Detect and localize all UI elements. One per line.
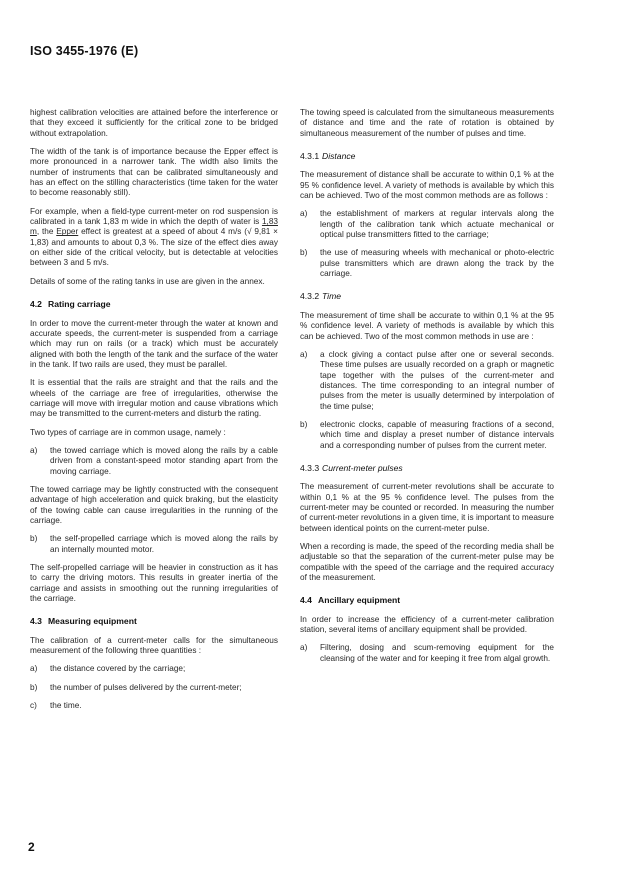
- section-heading-4-3: 4.3 Measuring equipment: [30, 616, 137, 627]
- paragraph-epper-example: For example, when a field-type current-meter on rod suspension is calibrated in a tank 1,83 m wide in which the depth of water is 1,83 m, the Epper effect is greatest at a speed of about 4 m/s (√ 9,81 × 1,83) and amounts to about 0,3 %. The size of the effect dies away on either side of the critical velocity, but is detectable at velocities between 3 and 5 m/s.: [30, 206, 278, 268]
- list-item: a) the towed carriage which is moved along the rails by a cable driven from a constant-speed motor standing apart from the moving carriage.: [30, 445, 278, 476]
- page-number: 2: [28, 840, 35, 854]
- underlined-depth: 1,83 m: [30, 217, 278, 237]
- underlined-epper: Epper: [56, 227, 79, 237]
- right-column: [300, 108, 554, 672]
- list-item: b) the self-propelled carriage which is moved along the rails by an internally mounted motor.: [30, 534, 278, 554]
- list-item: b) electronic clocks, capable of measuring fractions of a second, which time and display a preset number of distance intervals and a corresponding number of pulses from the current meter.: [300, 419, 554, 450]
- paragraph: The measurement of distance shall be accurate to within 0,1 % at the 95 % confidence level. A variety of methods is available by which this can be achieved. Two of the most common methods are as follows :: [300, 170, 554, 201]
- section-heading-4-4: 4.4 Ancillary equipment: [300, 595, 401, 606]
- section-heading-4-3-3: 4.3.3 Current-meter pulses: [300, 462, 403, 473]
- paragraph: The measurement of current-meter revolutions shall be accurate to within 0,1 % at the 95 % confidence level. The pulses from the current-meter may be counted or recorded. In measuring the number of current-meter revolutions in a given time, it is important to measure between identical points on the current-meter pulse.: [300, 482, 554, 533]
- paragraph: The towing speed is calculated from the simultaneous measurements of distance and time and the rate of rotation is obtained by simultaneous measurement of the number of pulses and time.: [300, 108, 554, 138]
- list-item: b) the use of measuring wheels with mechanical or photo-electric pulse transmitters which are drawn along the track by the carriage.: [300, 248, 554, 279]
- paragraph: Two types of carriage are in common usage, namely :: [30, 427, 226, 437]
- paragraph: The measurement of time shall be accurate to within 0,1 % at the 95 % confidence level. A variety of methods is available by which this can be achieved. Two of the most common methods in use are :: [300, 310, 554, 341]
- left-column: [30, 108, 278, 719]
- document-header: ISO 3455-1976 (E): [30, 44, 139, 58]
- paragraph: In order to increase the efficiency of a current-meter calibration station, several items of ancillary equipment shall be provided.: [300, 614, 554, 635]
- paragraph: The width of the tank is of importance because the Epper effect is more pronounced in a narrower tank. The width also limits the number of instruments that can be calibrated simultaneously and has an effect on the stilling characteristics (time taken for the water to become reasonably still).: [30, 147, 278, 198]
- paragraph: The towed carriage may be lightly constructed with the consequent advantage of high acceleration and quick braking, but the elasticity of the towing cable can cause irregularities in the running of the carriage.: [30, 484, 278, 525]
- paragraph: The self-propelled carriage will be heavier in construction as it has to carry the driving motors. This results in greater inertia of the carriage and assists in smoothing out the running irregularities of the carriage.: [30, 563, 278, 604]
- paragraph: Details of some of the rating tanks in use are given in the annex.: [30, 276, 265, 286]
- list-item: a) the establishment of markers at regular intervals along the length of the calibration tank which actuate mechanical or optical pulse transmitters fitted to the carriage;: [300, 209, 554, 240]
- list-item: a) the distance covered by the carriage;: [30, 664, 186, 674]
- list-item: a) Filtering, dosing and scum-removing equipment for the cleansing of the water and for keeping it free from algal growth.: [300, 643, 554, 663]
- paragraph: When a recording is made, the speed of the recording media shall be adjustable so that the separation of the current-meter pulse may be compatible with the speed of the carriage and the required accuracy of the measurement.: [300, 542, 554, 583]
- section-heading-4-3-1: 4.3.1 Distance: [300, 151, 356, 162]
- list-item: a) a clock giving a contact pulse after one or several seconds. These time pulses are usually recorded on a graph or magnetic tape together with the pulses of the current-meter and distances. The time corresponding to an integral number of pulses from the meter is usually determined by interpolation of the time pulse;: [300, 349, 554, 411]
- section-heading-4-2: 4.2 Rating carriage: [30, 299, 111, 310]
- section-heading-4-3-2: 4.3.2 Time: [300, 291, 342, 302]
- list-item: c) the time.: [30, 701, 82, 711]
- paragraph: The calibration of a current-meter calls for the simultaneous measurement of the following three quantities :: [30, 635, 278, 656]
- paragraph: It is essential that the rails are straight and that the rails and the wheels of the carriage are free of irregularities, otherwise the carriage will move with irregular motion and cause vibrations which may be transmitted to the current-meters and disturb the rating.: [30, 378, 278, 419]
- paragraph: In order to move the current-meter through the water at known and accurate speeds, the current-meter is suspended from a carriage which may run on rails (or a track) which must be accurately aligned with both the length of the tank and the surface of the water in the tank. If two rails are used, they must be parallel.: [30, 318, 278, 369]
- paragraph: highest calibration velocities are attained before the interference or that they exceed it sufficiently for the critical zone to be bridged without extrapolation.: [30, 108, 278, 138]
- list-item: b) the number of pulses delivered by the current-meter;: [30, 682, 242, 692]
